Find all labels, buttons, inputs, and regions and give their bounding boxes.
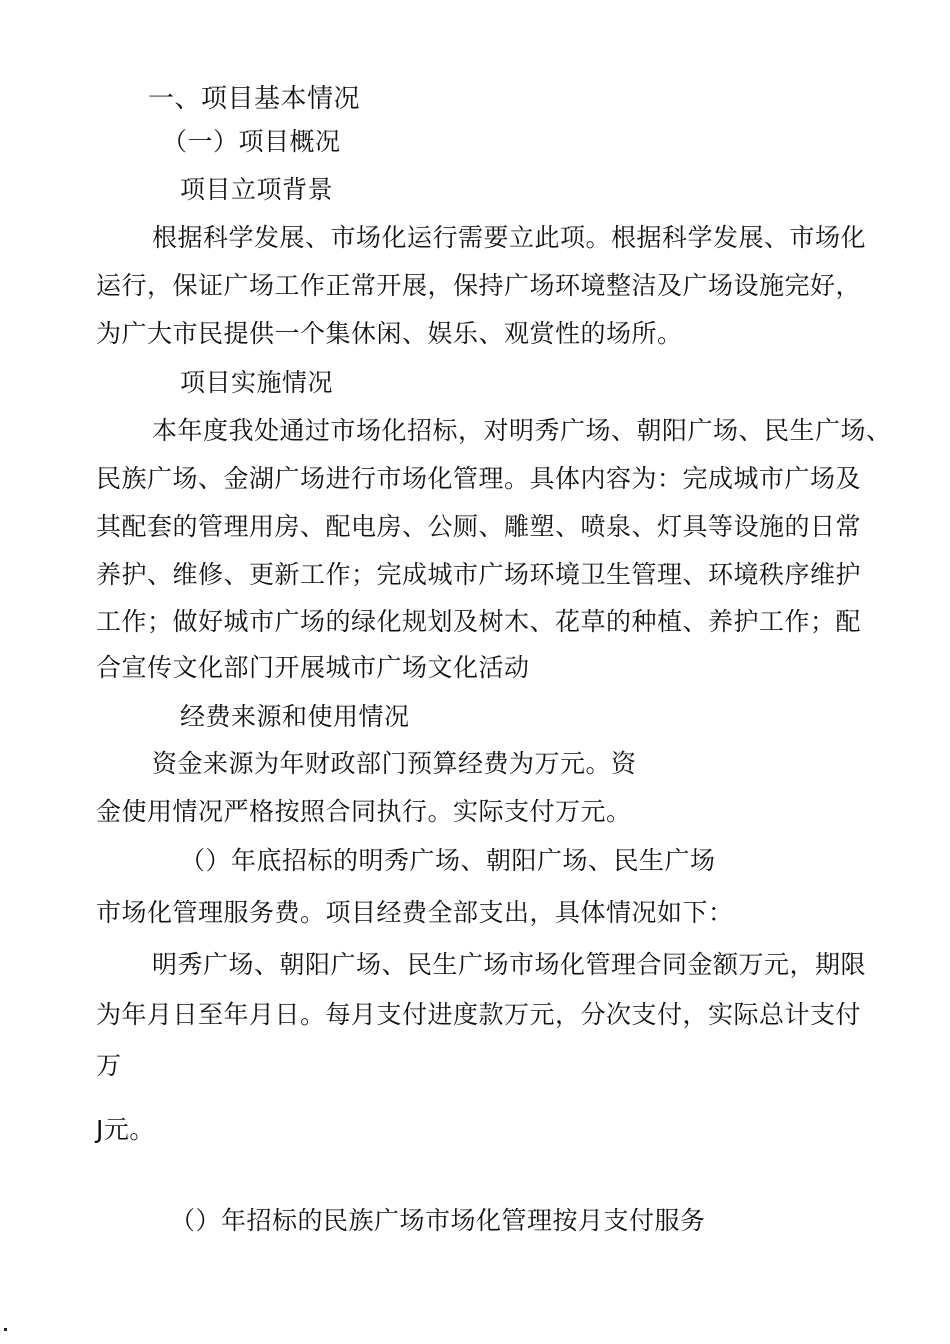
paragraph-line: 运行，保证广场工作正常开展，保持广场环境整洁及广场设施完好， [96, 271, 862, 300]
paragraph-line: 为广大市民提供一个集休闲、娱乐、观赏性的场所。 [96, 319, 683, 348]
page-mark [4, 1328, 7, 1331]
heading-level-2: （一）项目概况 [162, 127, 341, 156]
paragraph-line: 根据科学发展、市场化运行需要立此项。根据科学发展、市场化 [152, 223, 867, 252]
paragraph-line: 工作；做好城市广场的绿化规划及树木、花草的种植、养护工作；配 [96, 607, 862, 636]
subheading-funding: 经费来源和使用情况 [180, 702, 410, 731]
item-heading-2: （）年招标的民族广场市场化管理按月支付服务 [170, 1206, 706, 1235]
item-heading-1: （）年底招标的明秀广场、朝阳广场、民生广场 [180, 846, 716, 875]
subheading-implementation: 项目实施情况 [180, 368, 334, 397]
paragraph-line: 民族广场、金湖广场进行市场化管理。具体内容为：完成城市广场及 [96, 464, 862, 493]
paragraph-line: 明秀广场、朝阳广场、民生广场市场化管理合同金额万元，期限 [152, 950, 867, 979]
paragraph-line: J元。 [96, 1115, 155, 1144]
paragraph-line: 为年月日至年月日。每月支付进度款万元，分次支付，实际总计支付 [96, 1000, 862, 1029]
paragraph-line: 市场化管理服务费。项目经费全部支出，具体情况如下： [96, 898, 734, 927]
paragraph-line: 金使用情况严格按照合同执行。实际支付万元。 [96, 797, 632, 826]
heading-level-1: 一、项目基本情况 [148, 84, 361, 114]
paragraph-line: 资金来源为年财政部门预算经费为万元。资 [152, 749, 637, 778]
paragraph-line: 本年度我处通过市场化招标，对明秀广场、朝阳广场、民生广场、 [152, 416, 892, 445]
paragraph-line: 合宣传文化部门开展城市广场文化活动 [96, 653, 530, 682]
paragraph-line: 其配套的管理用房、配电房、公厕、雕塑、喷泉、灯具等设施的日常 [96, 512, 862, 541]
paragraph-line: 万 [96, 1051, 122, 1080]
subheading-background: 项目立项背景 [180, 175, 334, 204]
paragraph-line: 养护、维修、更新工作；完成城市广场环境卫生管理、环境秩序维护 [96, 560, 862, 589]
